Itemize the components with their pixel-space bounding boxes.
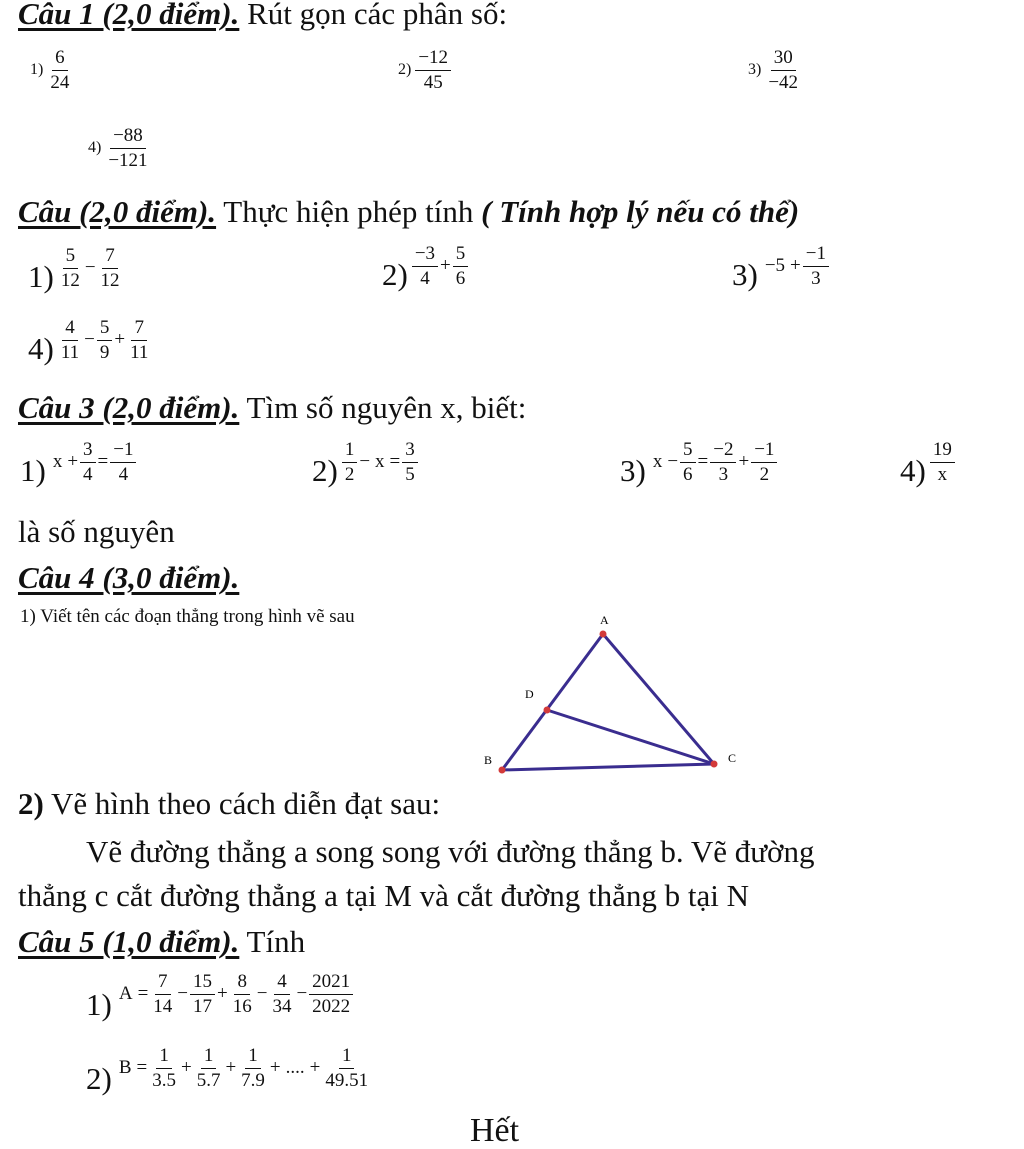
fraction: $\frac{-12}{45}$ [415, 48, 451, 93]
fraction: $\frac{6}{24}$ [50, 47, 70, 93]
q1-item-3 [748, 48, 801, 93]
q1-item-1 [30, 48, 72, 93]
fraction: $\frac{4}{11}$ [60, 317, 80, 363]
q4-part1: 1) Viết tên các đoạn thẳng trong hình vẽ sau [20, 606, 355, 627]
item-label: 4) [28, 330, 54, 366]
item-label: 3) [732, 256, 758, 292]
q1-item-2 [398, 48, 451, 93]
item-label: 2) [86, 1060, 112, 1096]
fraction: $\frac{7}{14}$ [153, 971, 173, 1017]
fraction: $\frac{1}{49.51}$ [325, 1045, 369, 1091]
fraction: $\frac{19}{x}$ [930, 440, 955, 485]
item-label: 4) [900, 452, 926, 488]
q2-title: Câu (2,0 điểm). [18, 194, 217, 229]
item-label: 2) [312, 452, 338, 488]
fraction: $\frac{5}{6}$ [453, 244, 469, 289]
item-label: 2) [382, 256, 408, 292]
q4-part2-line1: Vẽ đường thẳng a song song với đường thẳng b. Vẽ đường [86, 834, 815, 869]
fraction: $\frac{5}{9}$ [97, 318, 113, 363]
q3-item-2: 2) $\frac{1}{2}$ − x = $\frac{3}{5}$ [312, 440, 418, 489]
item-label: 1) [86, 986, 112, 1022]
end-marker: Hết [470, 1112, 520, 1149]
q2-item-4: 4) $\frac{4}{11}$ − $\frac{5}{9}$ + $\frac{7}{11}$ [28, 318, 151, 367]
q5-instruction: Tính [246, 924, 306, 959]
q2-item-1: 1) $\frac{5}{12}$ − $\frac{7}{12}$ [28, 246, 123, 295]
fraction: $\frac{5}{12}$ [60, 245, 80, 291]
fraction: $\frac{3}{5}$ [402, 440, 418, 485]
q1-heading [18, 0, 507, 32]
fraction: $\frac{2021}{2022}$ [309, 972, 353, 1017]
item-label: 2) [398, 61, 412, 79]
fraction: $\frac{7}{12}$ [100, 245, 120, 291]
q2-item-3: 3) −5 + $\frac{-1}{3}$ [732, 244, 829, 293]
q4-part2-heading [18, 786, 440, 822]
q5-item-1: 1) A = $\frac{7}{14}$ − $\frac{15}{17}$ + $\frac{8}{16}$ − $\frac{4}{34}$ − $\frac{2021}{2022}$ [86, 972, 353, 1023]
q4-part2-title: Vẽ hình theo cách diễn đạt sau: [51, 786, 441, 821]
item-label: 4) [88, 139, 102, 157]
fraction: $\frac{-2}{3}$ [710, 440, 736, 485]
fraction: $\frac{-1}{3}$ [803, 244, 829, 289]
label-D: D [525, 687, 534, 701]
q2-note: ( Tính hợp lý nếu có thể) [481, 194, 800, 229]
q3-instruction: Tìm số nguyên x, biết: [246, 390, 527, 425]
point-D [544, 707, 551, 714]
label-B: B [484, 753, 493, 767]
fraction: $\frac{-3}{4}$ [412, 244, 438, 289]
q5-heading [18, 924, 305, 960]
fraction: $\frac{-1}{4}$ [110, 440, 136, 485]
fraction: $\frac{4}{34}$ [272, 971, 292, 1017]
q3-heading [18, 390, 526, 426]
q3-item-3: 3) x − $\frac{5}{6}$ = $\frac{-2}{3}$ + $\frac{-1}{2}$ [620, 440, 777, 489]
fraction: $\frac{-88}{-121}$ [108, 125, 148, 171]
q2-item-2: 2) $\frac{-3}{4}$ + $\frac{5}{6}$ [382, 244, 468, 293]
q1-title: Câu 1 (2,0 điểm). [18, 0, 240, 31]
fraction: $\frac{-1}{2}$ [751, 440, 777, 485]
fraction: $\frac{1}{3.5}$ [152, 1045, 176, 1091]
fraction: $\frac{30}{-42}$ [768, 47, 799, 93]
triangle-figure [470, 610, 760, 785]
q2-heading [18, 194, 799, 230]
fraction: $\frac{1}{7.9}$ [241, 1045, 265, 1091]
point-C [711, 761, 718, 768]
segment-BC [502, 764, 714, 770]
point-A [600, 631, 607, 638]
item-label: 1) [20, 452, 46, 488]
q3-item-1: 1) x + $\frac{3}{4}$ = $\frac{-1}{4}$ [20, 440, 136, 489]
item-label: 1) [28, 258, 54, 294]
q1-instruction: Rút gọn các phân số: [247, 0, 508, 31]
item-label: 1) [30, 61, 44, 79]
q5-item-2: 2) B = $\frac{1}{3.5}$ + $\frac{1}{5.7}$ + $\frac{1}{7.9}$ + .... + $\frac{1}{49.51}$ [86, 1046, 371, 1097]
item-label: 3) [748, 61, 762, 79]
q3-tail: là số nguyên [18, 514, 175, 549]
fraction: $\frac{8}{16}$ [232, 971, 252, 1017]
q4-title: Câu 4 (3,0 điểm). [18, 560, 240, 595]
fraction: $\frac{3}{4}$ [80, 440, 96, 485]
q3-title: Câu 3 (2,0 điểm). [18, 390, 240, 425]
label-A: A [600, 613, 609, 627]
label-C: C [728, 751, 737, 765]
q5-title: Câu 5 (1,0 điểm). [18, 924, 240, 959]
fraction: $\frac{1}{2}$ [342, 440, 358, 485]
fraction: $\frac{7}{11}$ [130, 317, 149, 363]
q1-item-4 [88, 126, 151, 171]
q4-part2-label: 2) [18, 786, 44, 821]
point-B [499, 767, 506, 774]
segment-DC [547, 710, 714, 764]
fraction: $\frac{1}{5.7}$ [196, 1045, 221, 1091]
q4-heading [18, 560, 239, 596]
segment-AB [502, 634, 603, 770]
item-label: 3) [620, 452, 646, 488]
fraction: $\frac{15}{17}$ [190, 972, 215, 1017]
q3-item-4 [900, 440, 955, 489]
fraction: $\frac{5}{6}$ [680, 440, 696, 485]
q2-instruction: Thực hiện phép tính [223, 194, 474, 229]
q4-part2-line2: thẳng c cắt đường thẳng a tại M và cắt đường thẳng b tại N [18, 878, 749, 913]
